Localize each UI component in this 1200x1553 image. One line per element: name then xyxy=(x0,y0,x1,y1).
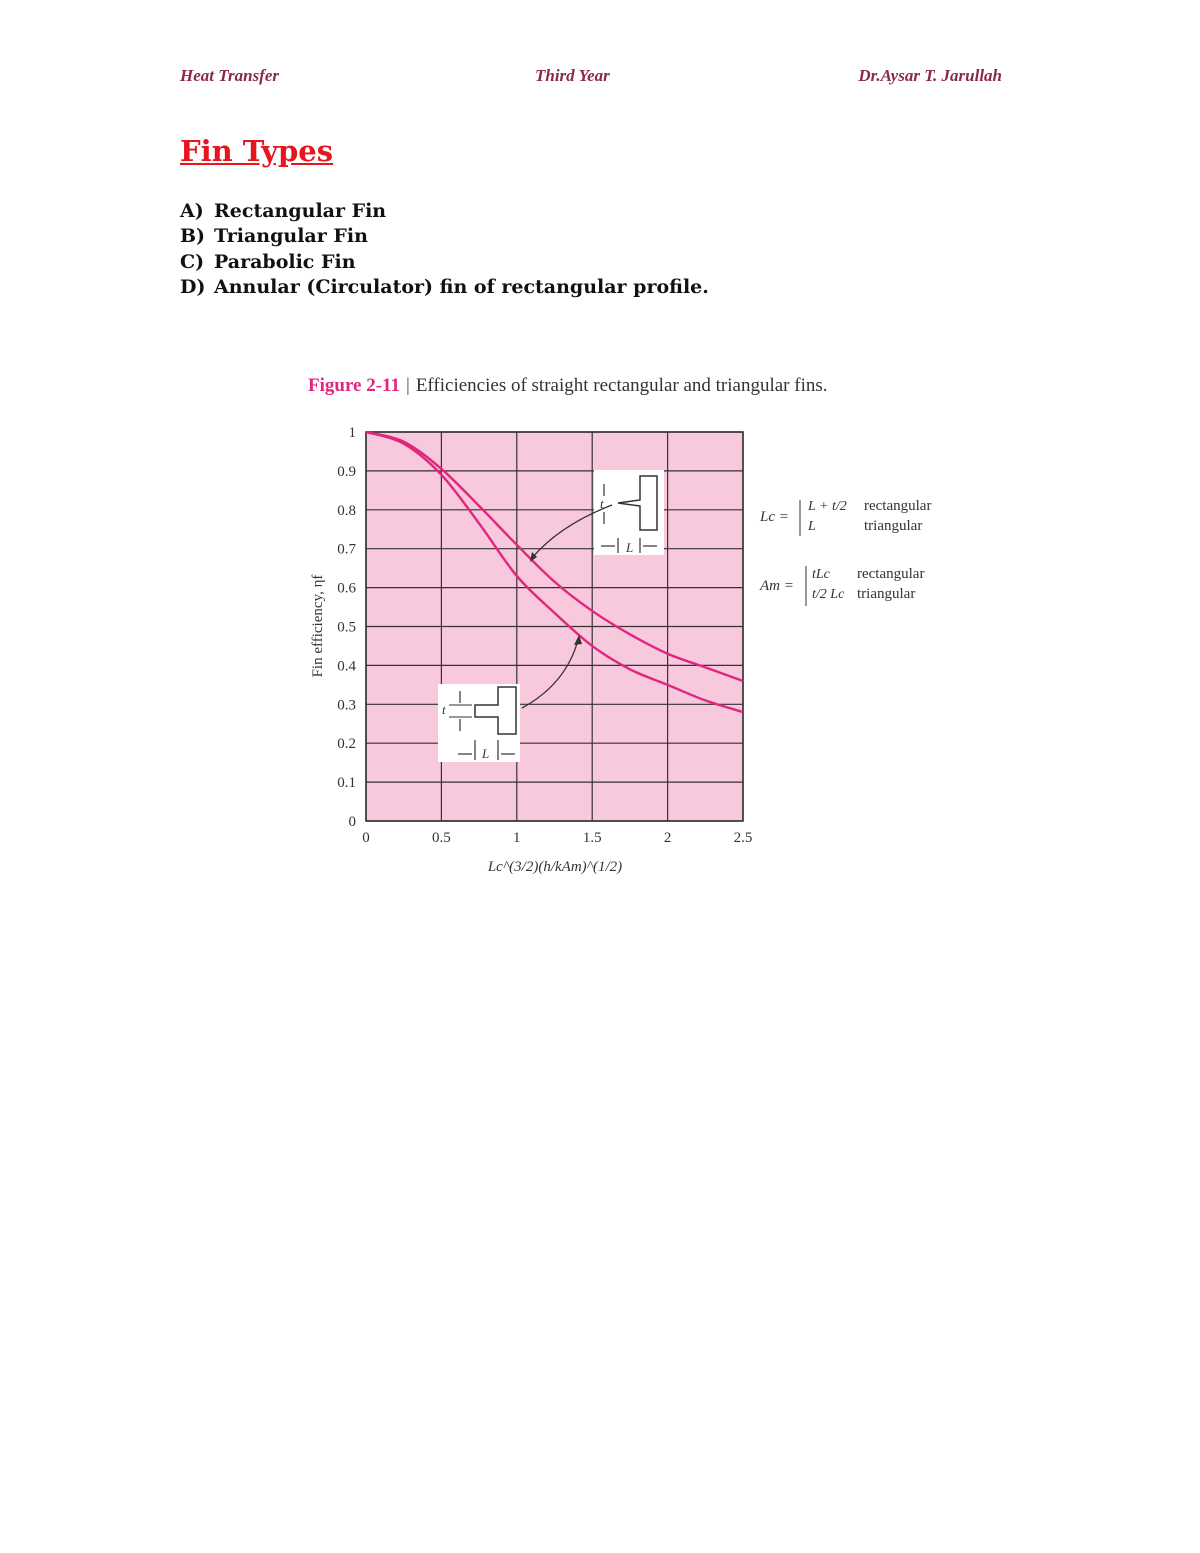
am-rect-word: rectangular xyxy=(857,566,925,582)
y-tick-label: 0.1 xyxy=(337,775,356,792)
y-tick-label: 0.2 xyxy=(337,736,356,753)
y-tick-label: 0.6 xyxy=(337,580,356,597)
t-label: t xyxy=(442,702,446,717)
y-tick-label: 1 xyxy=(348,425,356,441)
y-tick-label: 0.9 xyxy=(337,463,356,480)
page-title: Fin Types xyxy=(180,134,334,168)
y-tick-label: 0.8 xyxy=(337,502,356,519)
x-tick-label: 2.5 xyxy=(733,830,753,846)
list-marker: B) xyxy=(180,225,206,248)
y-tick-label: 0.3 xyxy=(337,697,356,714)
lc-tri-word: triangular xyxy=(864,518,923,534)
list-marker: D) xyxy=(180,275,206,298)
x-tick-label: 2 xyxy=(663,830,672,846)
lc-rect-word: rectangular xyxy=(864,498,932,514)
am-rect-expr: tLc xyxy=(812,567,830,582)
list-text: Rectangular Fin xyxy=(214,200,387,222)
y-tick-label: 0.7 xyxy=(337,541,356,558)
lc-tri-expr: L xyxy=(808,519,816,534)
header-course: Heat Transfer xyxy=(180,66,280,85)
lc-rect-expr: L + t/2 xyxy=(808,499,847,514)
list-marker: A) xyxy=(180,200,204,222)
figure-label: Figure 2-11 xyxy=(308,375,401,396)
definitions-legend xyxy=(759,498,931,606)
list-text: Annular (Circulator) fin of rectangular profile. xyxy=(214,275,709,298)
am-tri-expr: t/2 Lc xyxy=(812,587,845,602)
y-axis-label: Fin efficiency, ηf xyxy=(310,574,326,678)
t-label: t xyxy=(600,496,604,511)
caption-text: Efficiencies of straight rectangular and triangular fins. xyxy=(415,375,828,396)
list-marker: C) xyxy=(180,250,205,273)
y-tick-label: 0.4 xyxy=(337,658,356,675)
list-text: Triangular Fin xyxy=(214,225,368,248)
y-tick-label: 0 xyxy=(348,814,356,830)
x-tick-label: 1.5 xyxy=(582,830,602,846)
lc-symbol: Lc = xyxy=(760,509,789,525)
am-symbol: Am = xyxy=(760,578,794,594)
y-tick-label: 0.5 xyxy=(337,619,356,636)
l-label: L xyxy=(482,746,490,761)
l-label: L xyxy=(626,540,634,555)
x-tick-label: 0 xyxy=(362,830,370,846)
x-tick-label: 0.5 xyxy=(432,830,451,846)
list-text: Parabolic Fin xyxy=(214,250,356,273)
caption-separator: | xyxy=(406,375,410,396)
header-author: Dr.Aysar T. Jarullah xyxy=(858,66,1002,85)
am-tri-word: triangular xyxy=(857,586,916,602)
x-axis-label: Lc^(3/2)(h/kAm)^(1/2) xyxy=(487,859,623,875)
header-year: Third Year xyxy=(535,66,610,85)
x-tick-label: 1 xyxy=(513,830,521,846)
